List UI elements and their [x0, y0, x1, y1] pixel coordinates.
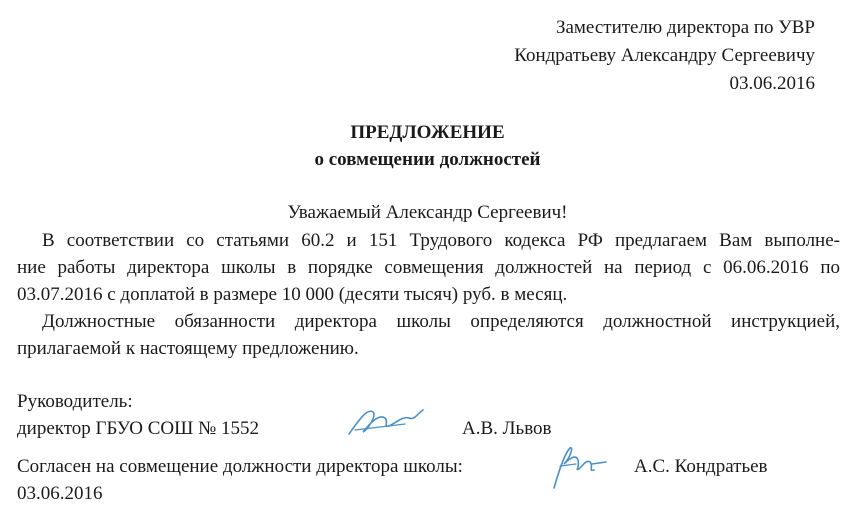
- head-signature: [345, 400, 425, 440]
- consent-date: 03.06.2016: [17, 483, 103, 504]
- body-paragraph-1-line-2: ние работы директора школы в порядке совмещения должностей на период с 06.06.2016 по: [17, 257, 840, 278]
- consent-text: Согласен на совмещение должности директора школы:: [17, 456, 463, 477]
- head-position: директор ГБУО СОШ № 1552: [17, 418, 259, 439]
- consent-signature: [540, 440, 610, 492]
- body-paragraph-2-line-1: Должностные обязанности директора школы определяются должностной инструкцией,: [42, 311, 840, 332]
- addressee-position: Заместителю директора по УВР: [555, 17, 815, 38]
- greeting: Уважаемый Александр Сергеевич!: [287, 202, 568, 223]
- addressee-date: 03.06.2016: [729, 73, 815, 94]
- document-subtitle: о совмещении должностей: [314, 149, 541, 170]
- body-paragraph-2-line-2: прилагаемой к настоящему предложению.: [17, 338, 359, 359]
- body-paragraph-1-line-1: В соответствии со статьями 60.2 и 151 Трудового кодекса РФ предлагаем Вам выполне-: [42, 230, 840, 251]
- consent-name: А.С. Кондратьев: [634, 456, 768, 477]
- body-paragraph-1-line-3: 03.07.2016 с доплатой в размере 10 000 (десяти тысяч) руб. в месяц.: [17, 284, 568, 305]
- addressee-name: Кондратьеву Александру Сергеевичу: [514, 45, 815, 66]
- head-name: А.В. Львов: [462, 418, 552, 439]
- document-title: ПРЕДЛОЖЕНИЕ: [350, 122, 505, 143]
- head-label: Руководитель:: [17, 391, 133, 412]
